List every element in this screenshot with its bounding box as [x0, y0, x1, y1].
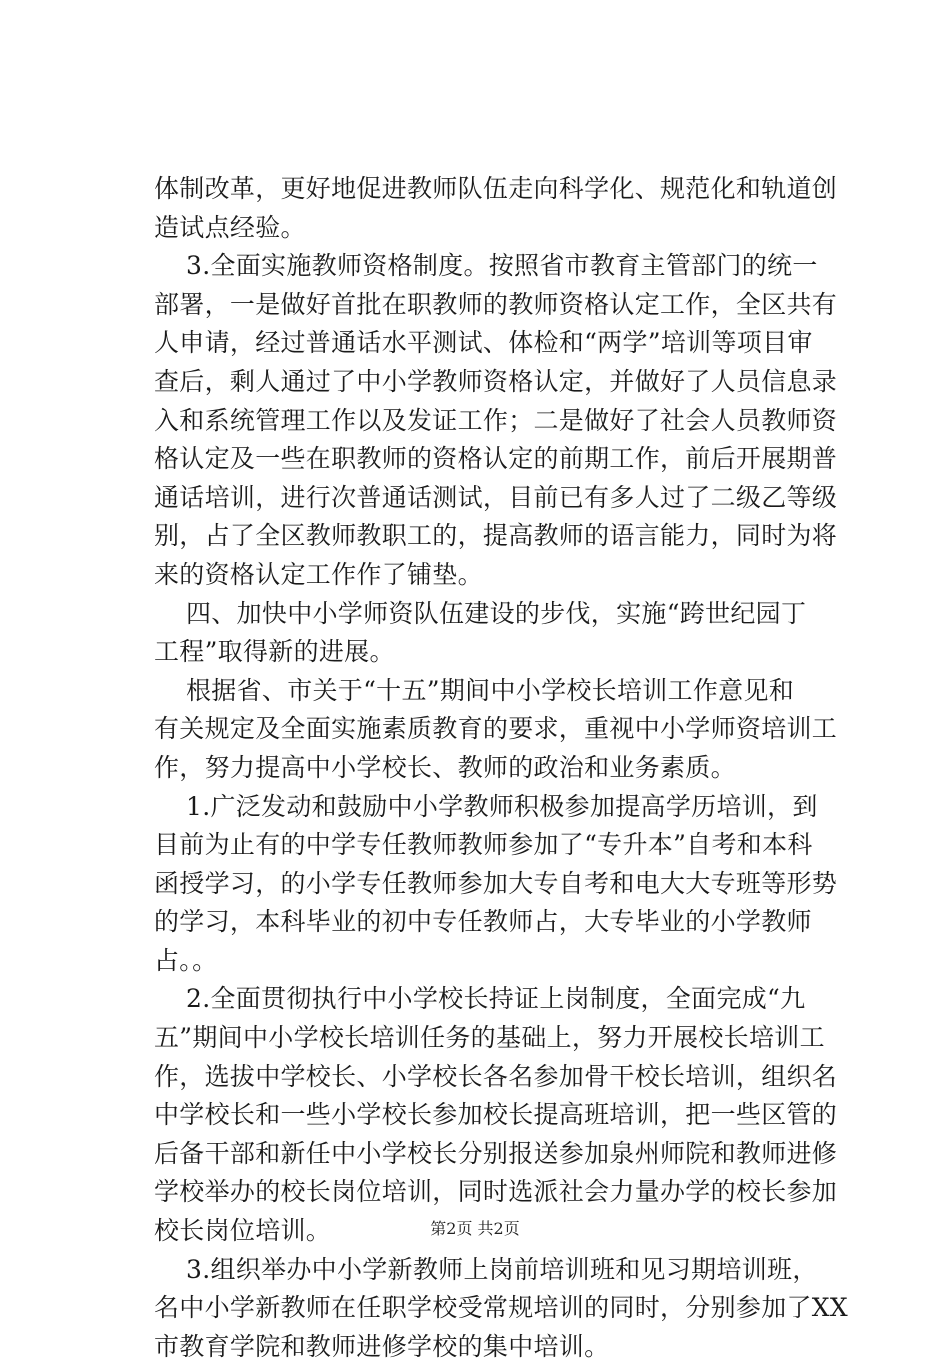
text-line: 部署，一是做好首批在职教师的教师资格认定工作，全区共有: [154, 289, 838, 319]
text-line: 别，占了全区教师教职工的，提高教师的语言能力，同时为将: [154, 521, 838, 551]
section-heading: 工程”取得新的进展。: [154, 637, 395, 667]
text-line: 中学校长和一些小学校长参加校长提高班培训，把一些区管的: [154, 1100, 838, 1130]
text-line: 1.广泛发动和鼓励中小学教师积极参加提高学历培训，到: [186, 791, 818, 821]
text-line: 名中小学新教师在任职学校受常规培训的同时，分别参加了XX: [154, 1293, 848, 1323]
text-line: 入和系统管理工作以及发证工作；二是做好了社会人员教师资: [154, 405, 838, 435]
text-line: 根据省、市关于“十五”期间中小学校长培训工作意见和: [186, 675, 795, 705]
text-line: 作，努力提高中小学校长、教师的政治和业务素质。: [154, 752, 736, 782]
text-line: 人申请，经过普通话水平测试、体检和“两学”培训等项目审: [154, 328, 813, 358]
text-line: 体制改革，更好地促进教师队伍走向科学化、规范化和轨道创: [154, 174, 838, 203]
text-line: 3.组织举办中小学新教师上岗前培训班和见习期培训班，: [186, 1254, 818, 1284]
text-line: 作，选拔中学校长、小学校长各名参加骨干校长培训，组织名: [154, 1061, 838, 1091]
document-body: [154, 170, 848, 1366]
text-line: 有关规定及全面实施素质教育的要求，重视中小学师资培训工: [154, 714, 838, 744]
text-line: 占。。: [154, 945, 218, 975]
text-line: 格认定及一些在职教师的资格认定的前期工作，前后开展期普: [154, 444, 838, 474]
text-line: 通话培训，进行次普通话测试，目前已有多人过了二级乙等级: [154, 482, 838, 512]
page-footer: 第2页 共2页: [430, 1219, 520, 1238]
text-line: 五”期间中小学校长培训任务的基础上，努力开展校长培训工: [154, 1023, 825, 1053]
text-line: 目前为止有的中学专任教师教师参加了“专升本”自考和本科: [154, 830, 813, 860]
text-line: 校长岗位培训。: [154, 1216, 332, 1246]
section-heading: 四、加快中小学师资队伍建设的步伐，实施“跨世纪园丁: [186, 598, 807, 628]
text-line: 查后，剩人通过了中小学教师资格认定，并做好了人员信息录: [154, 366, 838, 396]
text-line: 学校举办的校长岗位培训，同时选派社会力量办学的校长参加: [154, 1177, 838, 1207]
text-line: 后备干部和新任中小学校长分别报送参加泉州师院和教师进修: [154, 1138, 838, 1168]
text-line: 2.全面贯彻执行中小学校长持证上岗制度，全面完成“九: [186, 984, 806, 1014]
text-line: 来的资格认定工作作了铺垫。: [154, 559, 483, 589]
text-line: 市教育学院和教师进修学校的集中培训。: [154, 1331, 610, 1361]
text-line: 函授学习，的小学专任教师参加大专自考和电大大专班等形势: [154, 868, 838, 898]
text-line: 造试点经验。: [154, 212, 306, 242]
text-line: 3.全面实施教师资格制度。按照省市教育主管部门的统一: [186, 251, 818, 281]
text-line: 的学习，本科毕业的初中专任教师占，大专毕业的小学教师: [154, 907, 812, 937]
